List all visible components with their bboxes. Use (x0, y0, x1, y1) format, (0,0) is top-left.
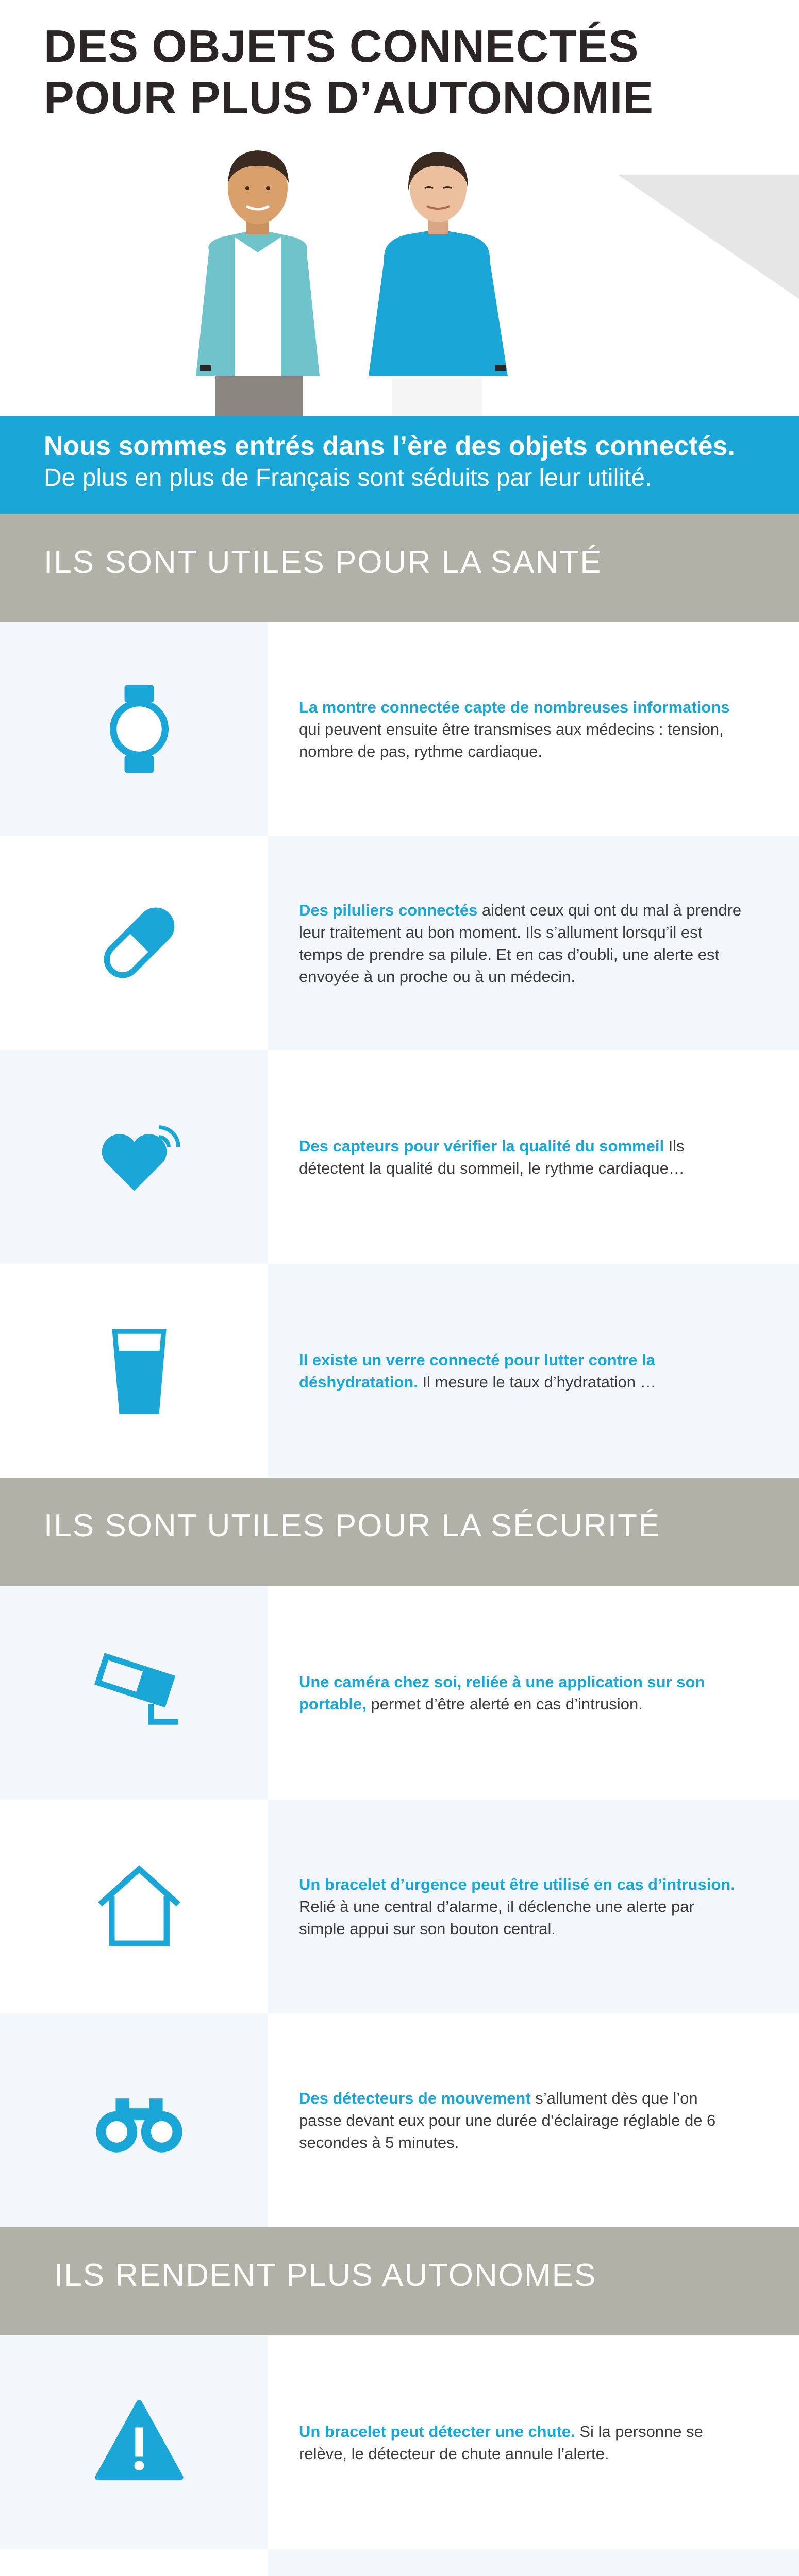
section-health-header (0, 514, 799, 622)
list-item (0, 1264, 799, 1478)
heart-wireless-icon (90, 1108, 188, 1206)
house-icon (90, 1857, 188, 1955)
section-security-header (0, 1478, 799, 1586)
section-title: ILS SONT UTILES POUR LA SANTÉ (44, 545, 603, 580)
banner-line-2: De plus en plus de Français sont séduits par leur utilité. (44, 464, 652, 492)
list-item (0, 2335, 799, 2549)
camera-icon (90, 1643, 188, 1741)
item-text: Des capteurs pour vérifier la qualité du sommeil Ils détectent la qualité du sommeil, le rythme cardiaque… (299, 1137, 685, 1177)
item-text: Des piluliers connectés aident ceux qui ont du mal à prendre leur traitement au bon moment. Ils s’allument lorsqu’il est temps de prendre sa pilule. Et en cas d’oubli, une alerte est envoyée à un proche ou à un médecin. (299, 901, 742, 986)
banner-line-1: Nous sommes entrés dans l’ère des objets connectés. (44, 431, 735, 461)
woman-figure (369, 152, 508, 416)
binoculars-icon (90, 2071, 188, 2169)
title-line-1: DES OBJETS CONNECTÉS (44, 21, 639, 72)
list-item (0, 2549, 799, 2576)
man-figure (196, 150, 320, 416)
title-line-2: POUR PLUS D’AUTONOMIE (44, 72, 654, 123)
section-autonomy-header (0, 2227, 799, 2335)
hero-illustration (0, 134, 799, 422)
list-item (0, 1050, 799, 1264)
intro-banner (0, 416, 799, 514)
list-item (0, 622, 799, 836)
item-text: La montre connectée capte de nombreuses informations qui peuvent ensuite être transmises aux médecins : tension, nombre de pas, rythme cardiaque. (299, 698, 730, 760)
section-title: ILS RENDENT PLUS AUTONOMES (54, 2258, 597, 2293)
item-text: Il existe un verre connecté pour lutter contre la déshydratation. Il mesure le taux d’hydratation … (299, 1350, 656, 1391)
decorative-triangle (619, 175, 799, 299)
page-title (44, 21, 662, 124)
item-text: Un bracelet peut détecter une chute. Si la personne se relève, le détecteur de chute annule l’alerte. (299, 2422, 703, 2463)
section-title: ILS SONT UTILES POUR LA SÉCURITÉ (44, 1508, 661, 1544)
glass-icon (90, 1321, 188, 1419)
watch-icon (90, 680, 188, 778)
list-item (0, 836, 799, 1050)
item-text: Un bracelet d’urgence peut être utilisé en cas d’intrusion. Relié à une central d’alarme, il déclenche une alerte par simple appui sur son bouton central. (299, 1875, 735, 1938)
pill-icon (90, 894, 188, 992)
list-item (0, 2013, 799, 2227)
list-item (0, 1800, 799, 2013)
item-text: Une caméra chez soi, reliée à une application sur son portable, permet d’être alerté en cas d’intrusion. (299, 1672, 705, 1713)
item-text: Des détecteurs de mouvement s’allument dès que l’on passe devant eux pour une durée d’éclairage réglable de 6 secondes à 5 minutes. (299, 2089, 716, 2151)
warning-icon (90, 2393, 188, 2491)
list-item (0, 1586, 799, 1800)
